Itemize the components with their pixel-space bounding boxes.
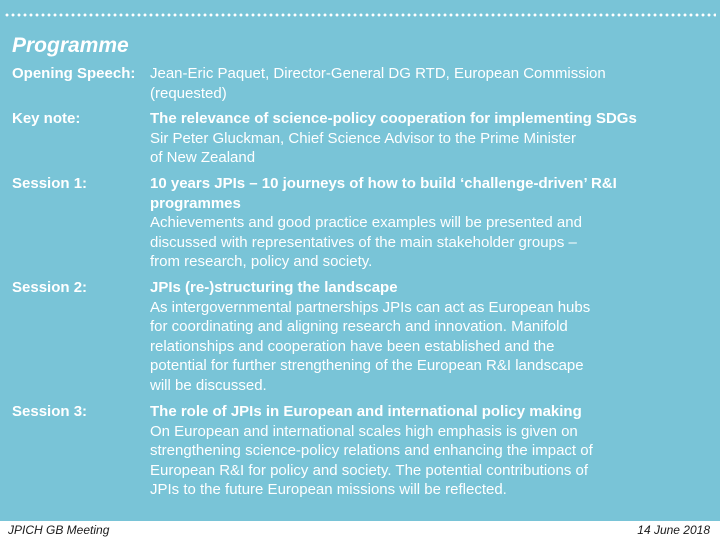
programme-body-line: Jean-Eric Paquet, Director-General DG RTD, European Commission xyxy=(150,65,606,82)
programme-body-line: (requested) xyxy=(150,84,227,102)
dotted-divider xyxy=(4,13,716,17)
programme-label: Opening Speech: xyxy=(12,65,136,82)
programme-body-line: As intergovernmental partnerships JPIs can act as European hubs xyxy=(150,298,591,316)
programme-body-line: from research, policy and society. xyxy=(150,253,373,271)
programme-body-line: JPIs to the future European missions will be reflected. xyxy=(150,481,507,499)
programme-heading-line: JPIs (re-)structuring the landscape xyxy=(150,279,398,296)
programme-label: Session 1: xyxy=(12,175,88,192)
programme-body-line: potential for further strengthening of the European R&I landscape xyxy=(150,357,584,375)
programme-body-line: discussed with representatives of the main stakeholder groups – xyxy=(150,233,577,251)
slide-title: Programme xyxy=(12,34,129,57)
programme-body-line: for coordinating and aligning research and innovation. Manifold xyxy=(150,318,568,336)
programme-body-line: On European and international scales high emphasis is given on xyxy=(150,422,578,440)
programme-heading-line: The role of JPIs in European and international policy making xyxy=(150,403,582,420)
programme-label: Session 2: xyxy=(12,279,88,296)
programme-body-line: of New Zealand xyxy=(150,149,256,167)
programme-content xyxy=(150,278,665,396)
programme-content xyxy=(150,109,665,168)
programme-label: Session 3: xyxy=(12,403,88,420)
programme-heading-line: programmes xyxy=(150,194,241,212)
programme-body-line: European R&I for policy and society. The potential contributions of xyxy=(150,461,589,479)
programme-body-line: Achievements and good practice examples will be presented and xyxy=(150,214,582,232)
programme-body-line: strengthening science-policy relations and enhancing the impact of xyxy=(150,442,593,460)
programme-label: Key note: xyxy=(12,110,81,127)
programme-content xyxy=(150,174,665,272)
programme-content xyxy=(150,64,665,103)
programme-heading-line: 10 years JPIs – 10 journeys of how to build ‘challenge-driven’ R&I xyxy=(150,175,617,192)
programme-heading-line: The relevance of science-policy cooperation for implementing SDGs xyxy=(150,110,637,127)
footer-meeting-name: JPICH GB Meeting xyxy=(8,523,110,537)
programme-body-line: will be discussed. xyxy=(150,376,267,394)
programme-content xyxy=(150,402,665,500)
programme-body-line: relationships and cooperation have been established and the xyxy=(150,337,555,355)
footer-date: 14 June 2018 xyxy=(637,523,710,537)
programme-body-line: Sir Peter Gluckman, Chief Science Advisor to the Prime Minister xyxy=(150,129,576,147)
